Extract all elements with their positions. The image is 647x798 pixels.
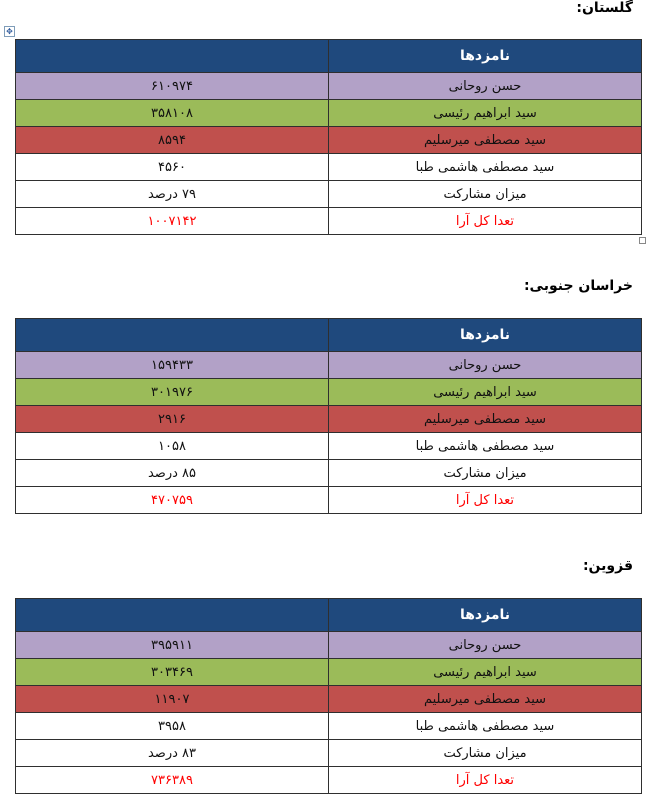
candidate-name: سید مصطفی میرسلیم — [329, 127, 642, 154]
results-table-qazvin — [15, 598, 642, 794]
table-move-handle-icon[interactable]: ✥ — [4, 26, 15, 37]
table-row — [16, 127, 642, 154]
candidate-name: سید ابراهیم رئیسی — [329, 659, 642, 686]
table-row — [16, 713, 642, 740]
candidate-name: حسن روحانی — [329, 352, 642, 379]
candidate-name: سید ابراهیم رئیسی — [329, 379, 642, 406]
table-row — [16, 659, 642, 686]
vote-count: ۸۵۹۴ — [16, 127, 329, 154]
candidate-name: سید مصطفی میرسلیم — [329, 406, 642, 433]
province-title-qazvin: قزوین: — [582, 558, 633, 574]
table-row — [16, 632, 642, 659]
table-row — [16, 686, 642, 713]
vote-count: ۳۵۸۱۰۸ — [16, 100, 329, 127]
table-row — [16, 154, 642, 181]
turnout-label: میزان مشارکت — [329, 460, 642, 487]
turnout-value: ۷۹ درصد — [16, 181, 329, 208]
header-empty — [16, 319, 329, 352]
table-row — [16, 73, 642, 100]
table-row — [16, 406, 642, 433]
header-candidates: نامزدها — [329, 599, 642, 632]
table-row — [16, 460, 642, 487]
results-table-golestan — [15, 39, 642, 235]
total-votes-label: تعدا کل آرا — [329, 767, 642, 794]
table-header-row — [16, 40, 642, 73]
vote-count: ۳۰۱۹۷۶ — [16, 379, 329, 406]
total-votes-value: ۴۷۰۷۵۹ — [16, 487, 329, 514]
candidate-name: سید ابراهیم رئیسی — [329, 100, 642, 127]
total-votes-value: ۷۳۶۳۸۹ — [16, 767, 329, 794]
table-row — [16, 352, 642, 379]
vote-count: ۴۵۶۰ — [16, 154, 329, 181]
turnout-value: ۸۵ درصد — [16, 460, 329, 487]
vote-count: ۳۰۳۴۶۹ — [16, 659, 329, 686]
table-row — [16, 379, 642, 406]
turnout-label: میزان مشارکت — [329, 181, 642, 208]
province-title-golestan: گلستان: — [576, 0, 633, 16]
table-row — [16, 767, 642, 794]
candidate-name: سید مصطفی میرسلیم — [329, 686, 642, 713]
total-votes-label: تعدا کل آرا — [329, 487, 642, 514]
table-header-row — [16, 599, 642, 632]
candidate-name: حسن روحانی — [329, 632, 642, 659]
table-row — [16, 433, 642, 460]
vote-count: ۱۰۵۸ — [16, 433, 329, 460]
vote-count: ۱۱۹۰۷ — [16, 686, 329, 713]
turnout-label: میزان مشارکت — [329, 740, 642, 767]
header-empty — [16, 599, 329, 632]
candidate-name: سید مصطفی هاشمی طبا — [329, 713, 642, 740]
table-row — [16, 740, 642, 767]
vote-count: ۳۹۵۸ — [16, 713, 329, 740]
total-votes-label: تعدا کل آرا — [329, 208, 642, 235]
province-title-south-khorasan: خراسان جنوبی: — [523, 278, 633, 294]
table-header-row — [16, 319, 642, 352]
header-empty — [16, 40, 329, 73]
table-row — [16, 181, 642, 208]
table-row — [16, 100, 642, 127]
vote-count: ۱۵۹۴۳۳ — [16, 352, 329, 379]
header-candidates: نامزدها — [329, 40, 642, 73]
header-candidates: نامزدها — [329, 319, 642, 352]
candidate-name: حسن روحانی — [329, 73, 642, 100]
candidate-name: سید مصطفی هاشمی طبا — [329, 433, 642, 460]
total-votes-value: ۱۰۰۷۱۴۲ — [16, 208, 329, 235]
vote-count: ۲۹۱۶ — [16, 406, 329, 433]
turnout-value: ۸۳ درصد — [16, 740, 329, 767]
table-resize-handle[interactable] — [639, 237, 646, 244]
table-row — [16, 208, 642, 235]
results-table-south-khorasan — [15, 318, 642, 514]
candidate-name: سید مصطفی هاشمی طبا — [329, 154, 642, 181]
vote-count: ۳۹۵۹۱۱ — [16, 632, 329, 659]
table-row — [16, 487, 642, 514]
vote-count: ۶۱۰۹۷۴ — [16, 73, 329, 100]
